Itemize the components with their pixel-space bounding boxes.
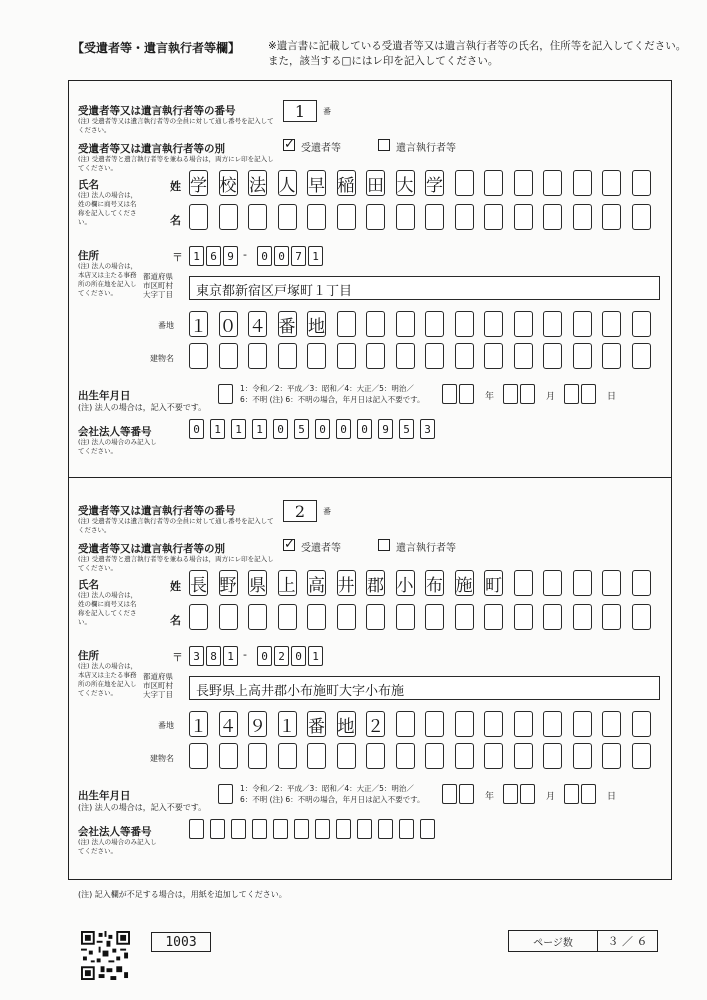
building-char-box[interactable] xyxy=(248,343,267,369)
banchi-char-box[interactable] xyxy=(484,311,503,337)
postal-digit-box[interactable]: 0 xyxy=(257,246,272,266)
birth-day-box[interactable] xyxy=(564,384,579,404)
surname-char-box[interactable]: 高 xyxy=(307,570,326,596)
surname-char-box[interactable] xyxy=(514,570,533,596)
given-name-char-box[interactable] xyxy=(307,204,326,230)
executor-checkbox[interactable] xyxy=(378,139,390,151)
surname-char-box[interactable]: 井 xyxy=(337,570,356,596)
number-label: 受遺者等又は遺言執行者等の番号 xyxy=(78,105,236,117)
postal-digit-box[interactable]: 2 xyxy=(274,646,289,666)
given-name-char-box[interactable] xyxy=(514,204,533,230)
page-count-label: ページ数 xyxy=(509,931,598,951)
recipient-option: 受遺者等 xyxy=(301,543,341,554)
building-char-box[interactable] xyxy=(543,743,562,769)
banchi-char-box[interactable]: ２ xyxy=(366,711,385,737)
postal-mark: 〒 xyxy=(172,651,183,664)
section-instruction: ※遺言書に記載している受遺者等又は遺言執行者等の氏名，住所等を記入してください。また，該当する□にはレ印を記入してください。 xyxy=(268,40,687,67)
address-label: 住所 xyxy=(78,650,99,662)
page-count-box xyxy=(508,930,658,952)
era-options: 1：令和／2：平成／3：昭和／4：大正／5：明治／ 6：不明 (注) 6：不明の場合，年月日は記入不要です。 xyxy=(240,784,425,804)
birth-month-box[interactable] xyxy=(503,384,518,404)
corp-number-digit-box[interactable]: 0 xyxy=(315,419,330,439)
postal-digit-box[interactable]: 3 xyxy=(189,646,204,666)
postal-hyphen: - xyxy=(243,248,247,261)
postal-digit-box[interactable]: 0 xyxy=(274,246,289,266)
year-label: 年 xyxy=(485,792,495,802)
given-name-char-box[interactable] xyxy=(278,604,297,630)
surname-char-box[interactable]: 学 xyxy=(425,170,444,196)
given-name-char-box[interactable] xyxy=(602,204,621,230)
given-name-char-box[interactable] xyxy=(396,204,415,230)
banchi-label: 番地 xyxy=(158,321,174,330)
building-char-box[interactable] xyxy=(189,343,208,369)
birth-month-box[interactable] xyxy=(503,784,518,804)
surname-char-box[interactable]: 学 xyxy=(189,170,208,196)
surname-char-box[interactable] xyxy=(632,570,651,596)
given-name-char-box[interactable] xyxy=(543,604,562,630)
building-char-box[interactable] xyxy=(514,743,533,769)
birth-label: 出生年月日 xyxy=(78,790,131,802)
banchi-char-box[interactable] xyxy=(425,311,444,337)
surname-char-box[interactable] xyxy=(484,170,503,196)
corp-number-digit-box[interactable] xyxy=(294,819,309,839)
corp-number-digit-box[interactable] xyxy=(231,819,246,839)
mei-label: 名 xyxy=(170,214,181,227)
surname-char-box[interactable] xyxy=(602,170,621,196)
surname-char-box[interactable]: 県 xyxy=(248,570,267,596)
banchi-char-box[interactable] xyxy=(573,311,592,337)
building-char-box[interactable] xyxy=(425,743,444,769)
building-char-box[interactable] xyxy=(484,743,503,769)
surname-char-box[interactable]: 校 xyxy=(219,170,238,196)
month-label: 月 xyxy=(546,792,556,802)
corp-number-digit-box[interactable]: 1 xyxy=(252,419,267,439)
banchi-char-box[interactable] xyxy=(455,311,474,337)
corp-number-digit-box[interactable]: 0 xyxy=(357,419,372,439)
banchi-char-box[interactable] xyxy=(514,311,533,337)
banchi-char-box[interactable]: 地 xyxy=(307,311,326,337)
banchi-char-box[interactable] xyxy=(455,711,474,737)
banchi-char-box[interactable] xyxy=(366,311,385,337)
type-note: (注) 受遺者等と遺言執行者等を兼ねる場合は，両方にレ印を記入してください。 xyxy=(78,155,274,172)
banchi-char-box[interactable] xyxy=(602,711,621,737)
given-name-char-box[interactable] xyxy=(602,604,621,630)
surname-char-box[interactable] xyxy=(514,170,533,196)
given-name-char-box[interactable] xyxy=(278,204,297,230)
sei-label: 姓 xyxy=(170,580,181,593)
banchi-char-box[interactable]: ０ xyxy=(219,311,238,337)
name-label: 氏名 xyxy=(78,579,99,591)
address-label: 住所 xyxy=(78,250,99,262)
building-char-box[interactable] xyxy=(307,743,326,769)
building-char-box[interactable] xyxy=(632,743,651,769)
corp-number-digit-box[interactable] xyxy=(189,819,204,839)
banchi-char-box[interactable] xyxy=(425,711,444,737)
banchi-char-box[interactable] xyxy=(484,711,503,737)
surname-char-box[interactable]: 布 xyxy=(425,570,444,596)
given-name-char-box[interactable] xyxy=(248,604,267,630)
building-char-box[interactable] xyxy=(602,343,621,369)
banchi-char-box[interactable]: ４ xyxy=(248,311,267,337)
building-char-box[interactable] xyxy=(189,743,208,769)
surname-char-box[interactable]: 大 xyxy=(396,170,415,196)
banchi-char-box[interactable]: １ xyxy=(278,711,297,737)
postal-digit-box[interactable]: 1 xyxy=(223,646,238,666)
corp-number-digit-box[interactable] xyxy=(210,819,225,839)
name-note: (注) 法人の場合は，姓の欄に商号又は名称を記入してください。 xyxy=(78,191,138,226)
given-name-char-box[interactable] xyxy=(307,604,326,630)
building-char-box[interactable] xyxy=(543,343,562,369)
birth-year-box[interactable] xyxy=(442,784,457,804)
given-name-char-box[interactable] xyxy=(366,604,385,630)
corp-label: 会社法人等番号 xyxy=(78,426,152,438)
banchi-char-box[interactable] xyxy=(514,711,533,737)
surname-char-box[interactable] xyxy=(573,570,592,596)
corp-number-digit-box[interactable] xyxy=(252,819,267,839)
postal-mark: 〒 xyxy=(172,251,183,264)
executor-checkbox[interactable] xyxy=(378,539,390,551)
corp-number-digit-box[interactable] xyxy=(378,819,393,839)
entry-number-field[interactable]: 1 xyxy=(283,100,317,122)
corp-number-digit-box[interactable]: 1 xyxy=(231,419,246,439)
given-name-char-box[interactable] xyxy=(366,204,385,230)
given-name-char-box[interactable] xyxy=(632,604,651,630)
building-char-box[interactable] xyxy=(307,343,326,369)
given-name-char-box[interactable] xyxy=(455,204,474,230)
birth-year-box[interactable] xyxy=(442,384,457,404)
corp-number-digit-box[interactable] xyxy=(357,819,372,839)
given-name-char-box[interactable] xyxy=(573,604,592,630)
building-char-box[interactable] xyxy=(278,343,297,369)
surname-char-box[interactable] xyxy=(573,170,592,196)
name-note: (注) 法人の場合は，姓の欄に商号又は名称を記入してください。 xyxy=(78,591,138,626)
month-label: 月 xyxy=(546,392,556,402)
surname-char-box[interactable]: 稲 xyxy=(337,170,356,196)
surname-char-box[interactable] xyxy=(602,570,621,596)
corp-number-digit-box[interactable]: 1 xyxy=(210,419,225,439)
birth-label: 出生年月日 xyxy=(78,390,131,402)
surname-char-box[interactable]: 町 xyxy=(484,570,503,596)
number-note: (注) 受遺者等又は遺言執行者等の全員に対して通し番号を記入してください。 xyxy=(78,117,274,134)
birth-day-box[interactable] xyxy=(581,384,596,404)
building-char-box[interactable] xyxy=(484,343,503,369)
entry-number-field[interactable]: 2 xyxy=(283,500,317,522)
surname-char-box[interactable]: 田 xyxy=(366,170,385,196)
given-name-char-box[interactable] xyxy=(484,204,503,230)
birth-note: (注) 法人の場合は，記入不要です。 xyxy=(78,403,207,412)
banchi-char-box[interactable] xyxy=(396,311,415,337)
building-char-box[interactable] xyxy=(514,343,533,369)
banchi-char-box[interactable]: 番 xyxy=(307,711,326,737)
pref-city-label: 都道府県 市区町村 大字丁目 xyxy=(143,672,173,699)
given-name-char-box[interactable] xyxy=(425,604,444,630)
banchi-char-box[interactable]: 番 xyxy=(278,311,297,337)
postal-digit-box[interactable]: 6 xyxy=(206,246,221,266)
ban-label: 番 xyxy=(323,507,331,516)
surname-char-box[interactable] xyxy=(632,170,651,196)
postal-digit-box[interactable]: 0 xyxy=(257,646,272,666)
banchi-char-box[interactable] xyxy=(543,311,562,337)
banchi-label: 番地 xyxy=(158,721,174,730)
era-code-box[interactable] xyxy=(218,784,233,804)
day-label: 日 xyxy=(607,792,617,802)
given-name-char-box[interactable] xyxy=(514,604,533,630)
year-label: 年 xyxy=(485,392,495,402)
ban-label: 番 xyxy=(323,107,331,116)
birth-day-box[interactable] xyxy=(581,784,596,804)
corp-number-digit-box[interactable] xyxy=(336,819,351,839)
corp-number-digit-box[interactable]: 0 xyxy=(273,419,288,439)
mei-label: 名 xyxy=(170,614,181,627)
recipient-option: 受遺者等 xyxy=(301,143,341,154)
number-note: (注) 受遺者等又は遺言執行者等の全員に対して通し番号を記入してください。 xyxy=(78,517,274,534)
given-name-char-box[interactable] xyxy=(189,604,208,630)
form-code: 1003 xyxy=(151,932,211,952)
given-name-char-box[interactable] xyxy=(189,204,208,230)
banchi-char-box[interactable]: 地 xyxy=(337,711,356,737)
surname-char-box[interactable]: 郡 xyxy=(366,570,385,596)
recipient-checkbox[interactable]: ✓ xyxy=(284,537,295,552)
era-code-box[interactable] xyxy=(218,384,233,404)
surname-char-box[interactable] xyxy=(455,170,474,196)
banchi-char-box[interactable]: ９ xyxy=(248,711,267,737)
postal-digit-box[interactable]: 8 xyxy=(206,646,221,666)
qr-code-icon xyxy=(81,931,130,980)
building-char-box[interactable] xyxy=(455,343,474,369)
section-title: 【受遺者等・遺言執行者等欄】 xyxy=(72,41,241,55)
surname-char-box[interactable]: 上 xyxy=(278,570,297,596)
surname-char-box[interactable]: 人 xyxy=(278,170,297,196)
given-name-char-box[interactable] xyxy=(396,604,415,630)
postal-hyphen: - xyxy=(243,648,247,661)
corp-label: 会社法人等番号 xyxy=(78,826,152,838)
corp-number-digit-box[interactable] xyxy=(315,819,330,839)
corp-number-digit-box[interactable]: 5 xyxy=(294,419,309,439)
pref-city-label: 都道府県 市区町村 大字丁目 xyxy=(143,272,173,299)
building-char-box[interactable] xyxy=(396,743,415,769)
era-options: 1：令和／2：平成／3：昭和／4：大正／5：明治／ 6：不明 (注) 6：不明の場合，年月日は記入不要です。 xyxy=(240,384,425,404)
page-count-value: ３ ／ ６ xyxy=(607,935,648,948)
corp-number-digit-box[interactable] xyxy=(399,819,414,839)
building-char-box[interactable] xyxy=(248,743,267,769)
building-char-box[interactable] xyxy=(219,743,238,769)
building-char-box[interactable] xyxy=(573,743,592,769)
executor-option: 遺言執行者等 xyxy=(396,543,456,554)
recipient-checkbox[interactable]: ✓ xyxy=(284,137,295,152)
corp-number-digit-box[interactable]: 9 xyxy=(378,419,393,439)
building-char-box[interactable] xyxy=(573,343,592,369)
birth-month-box[interactable] xyxy=(520,784,535,804)
corp-number-digit-box[interactable]: 0 xyxy=(336,419,351,439)
type-note: (注) 受遺者等と遺言執行者等を兼ねる場合は，両方にレ印を記入してください。 xyxy=(78,555,274,572)
building-label: 建物名 xyxy=(150,754,174,763)
building-char-box[interactable] xyxy=(219,343,238,369)
surname-char-box[interactable]: 小 xyxy=(396,570,415,596)
building-char-box[interactable] xyxy=(337,343,356,369)
building-char-box[interactable] xyxy=(396,343,415,369)
birth-year-box[interactable] xyxy=(459,384,474,404)
address-field[interactable]: 長野県上高井郡小布施町大字小布施 xyxy=(189,676,660,700)
building-char-box[interactable] xyxy=(366,743,385,769)
given-name-char-box[interactable] xyxy=(632,204,651,230)
banchi-char-box[interactable]: ４ xyxy=(219,711,238,737)
banchi-char-box[interactable]: １ xyxy=(189,711,208,737)
sei-label: 姓 xyxy=(170,180,181,193)
postal-digit-box[interactable]: 1 xyxy=(308,246,323,266)
corp-number-digit-box[interactable]: 3 xyxy=(420,419,435,439)
surname-char-box[interactable]: 野 xyxy=(219,570,238,596)
type-label: 受遺者等又は遺言執行者等の別 xyxy=(78,143,225,155)
banchi-char-box[interactable] xyxy=(337,311,356,337)
given-name-char-box[interactable] xyxy=(219,204,238,230)
postal-digit-box[interactable]: 0 xyxy=(291,646,306,666)
given-name-char-box[interactable] xyxy=(219,604,238,630)
building-char-box[interactable] xyxy=(425,343,444,369)
given-name-char-box[interactable] xyxy=(573,204,592,230)
building-char-box[interactable] xyxy=(632,343,651,369)
building-label: 建物名 xyxy=(150,354,174,363)
building-char-box[interactable] xyxy=(455,743,474,769)
day-label: 日 xyxy=(607,392,617,402)
section-divider xyxy=(68,477,672,478)
building-char-box[interactable] xyxy=(602,743,621,769)
given-name-char-box[interactable] xyxy=(455,604,474,630)
banchi-char-box[interactable] xyxy=(602,311,621,337)
corp-note: (注) 法人の場合のみ記入してください。 xyxy=(78,838,157,855)
surname-char-box[interactable] xyxy=(543,170,562,196)
surname-char-box[interactable]: 早 xyxy=(307,170,326,196)
building-char-box[interactable] xyxy=(337,743,356,769)
executor-option: 遺言執行者等 xyxy=(396,143,456,154)
given-name-char-box[interactable] xyxy=(337,604,356,630)
given-name-char-box[interactable] xyxy=(484,604,503,630)
banchi-char-box[interactable] xyxy=(396,711,415,737)
birth-day-box[interactable] xyxy=(564,784,579,804)
banchi-char-box[interactable]: １ xyxy=(189,311,208,337)
banchi-char-box[interactable] xyxy=(632,311,651,337)
corp-number-digit-box[interactable]: 5 xyxy=(399,419,414,439)
postal-digit-box[interactable]: 9 xyxy=(223,246,238,266)
address-field[interactable]: 東京都新宿区戸塚町１丁目 xyxy=(189,276,660,300)
postal-digit-box[interactable]: 7 xyxy=(291,246,306,266)
postal-digit-box[interactable]: 1 xyxy=(189,246,204,266)
address-note: (注) 法人の場合は，本店又は主たる事務所の所在地を記入してください。 xyxy=(78,262,138,297)
given-name-char-box[interactable] xyxy=(248,204,267,230)
birth-year-box[interactable] xyxy=(459,784,474,804)
given-name-char-box[interactable] xyxy=(543,204,562,230)
name-label: 氏名 xyxy=(78,179,99,191)
banchi-char-box[interactable] xyxy=(573,711,592,737)
building-char-box[interactable] xyxy=(366,343,385,369)
corp-note: (注) 法人の場合のみ記入してください。 xyxy=(78,438,157,455)
corp-number-digit-box[interactable] xyxy=(420,819,435,839)
surname-char-box[interactable]: 長 xyxy=(189,570,208,596)
given-name-char-box[interactable] xyxy=(425,204,444,230)
footer-note: (注) 記入欄が不足する場合は，用紙を追加してください。 xyxy=(78,890,287,899)
banchi-char-box[interactable] xyxy=(543,711,562,737)
given-name-char-box[interactable] xyxy=(337,204,356,230)
surname-char-box[interactable] xyxy=(543,570,562,596)
corp-number-digit-box[interactable]: 0 xyxy=(189,419,204,439)
birth-note: (注) 法人の場合は，記入不要です。 xyxy=(78,803,207,812)
banchi-char-box[interactable] xyxy=(632,711,651,737)
building-char-box[interactable] xyxy=(278,743,297,769)
birth-month-box[interactable] xyxy=(520,384,535,404)
address-note: (注) 法人の場合は，本店又は主たる事務所の所在地を記入してください。 xyxy=(78,662,138,697)
corp-number-digit-box[interactable] xyxy=(273,819,288,839)
number-label: 受遺者等又は遺言執行者等の番号 xyxy=(78,505,236,517)
postal-digit-box[interactable]: 1 xyxy=(308,646,323,666)
surname-char-box[interactable]: 法 xyxy=(248,170,267,196)
type-label: 受遺者等又は遺言執行者等の別 xyxy=(78,543,225,555)
surname-char-box[interactable]: 施 xyxy=(455,570,474,596)
